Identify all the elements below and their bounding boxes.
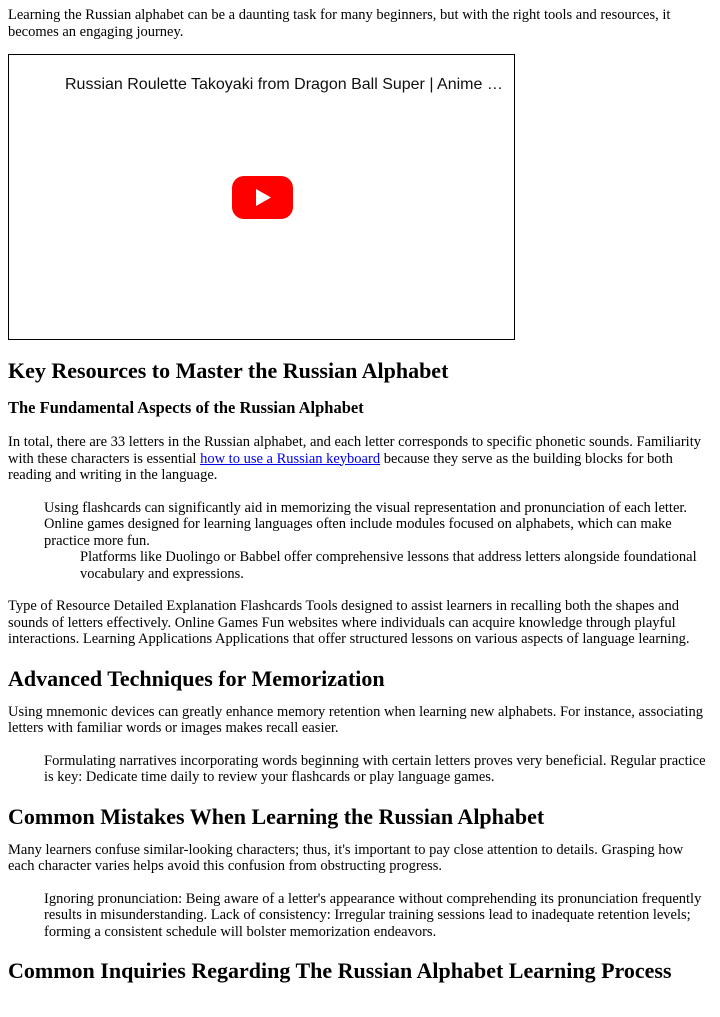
section-heading-advanced-techniques: Advanced Techniques for Memorization: [8, 665, 385, 691]
mnemonic-paragraph: Using mnemonic devices can greatly enhance memory retention when learning new alphabets. For instance, associating letters with familiar words or images makes recall easier.: [8, 703, 703, 736]
resource-table-text: Type of Resource Detailed Explanation Flashcards Tools designed to assist learners in recalling both the shapes and sounds of letters effectively. Online Games Fun websites where individuals can acquire knowledge through playful interactions. Learning Applications Applications that offer structured lessons on various aspects of language learning.: [8, 598, 690, 647]
section-heading-common-mistakes: Common Mistakes When Learning the Russian Alphabet: [8, 803, 545, 829]
list-item: Platforms like Duolingo or Babbel offer comprehensive lessons that address letters alongside foundational vocabulary and expressions.: [80, 549, 697, 582]
video-title[interactable]: Russian Roulette Takoyaki from Dragon Ball Super | Anime …: [65, 76, 503, 93]
subheading-fundamental-aspects: The Fundamental Aspects of the Russian Alphabet: [8, 398, 364, 417]
techniques-list: [8, 753, 712, 786]
letters-paragraph-start: In total, there are 33 letters in the Russian alphabet, and each letter corresponds to specific phonetic sounds. Familiarity with these characters is essential: [8, 434, 701, 467]
video-embed[interactable]: [8, 54, 515, 340]
nested-list: [44, 549, 712, 582]
mistakes-list: [8, 891, 712, 941]
intro-paragraph: Learning the Russian alphabet can be a daunting task for many beginners, but with the right tools and resources, it becomes an engaging journey.: [8, 7, 671, 40]
flashcards-item-text: Using flashcards can significantly aid in memorizing the visual representation and pronunciation of each letter. Online games designed for learning languages often include modules focused on alphabets, which can make practice more fun.: [44, 499, 688, 549]
list-item: [44, 500, 712, 583]
russian-keyboard-link[interactable]: how to use a Russian keyboard: [200, 450, 381, 467]
list-item: Ignoring pronunciation: Being aware of a letter's appearance without comprehending its pronunciation frequently results in misunderstanding. Lack of consistency: Irregular training sessions lead to inadequate retention levels; forming a consistent schedule will bolster memorization endeavors.: [44, 890, 702, 940]
resources-list: [8, 500, 712, 583]
letters-paragraph: [8, 434, 712, 484]
section-heading-common-inquiries: Common Inquiries Regarding The Russian Alphabet Learning Process: [8, 958, 672, 983]
mistakes-paragraph: Many learners confuse similar-looking characters; thus, it's important to pay close attention to details. Grasping how each character varies helps avoid this confusion from obstructing progress.: [8, 841, 684, 874]
list-item: Formulating narratives incorporating words beginning with certain letters proves very beneficial. Regular practice is key: Dedicate time daily to review your flashcards or play language games.: [44, 752, 706, 785]
section-heading-key-resources: Key Resources to Master the Russian Alphabet: [8, 358, 449, 383]
youtube-play-icon[interactable]: [232, 176, 293, 219]
letters-paragraph-end: because they serve as the building blocks for both reading and writing in the language.: [8, 450, 673, 483]
